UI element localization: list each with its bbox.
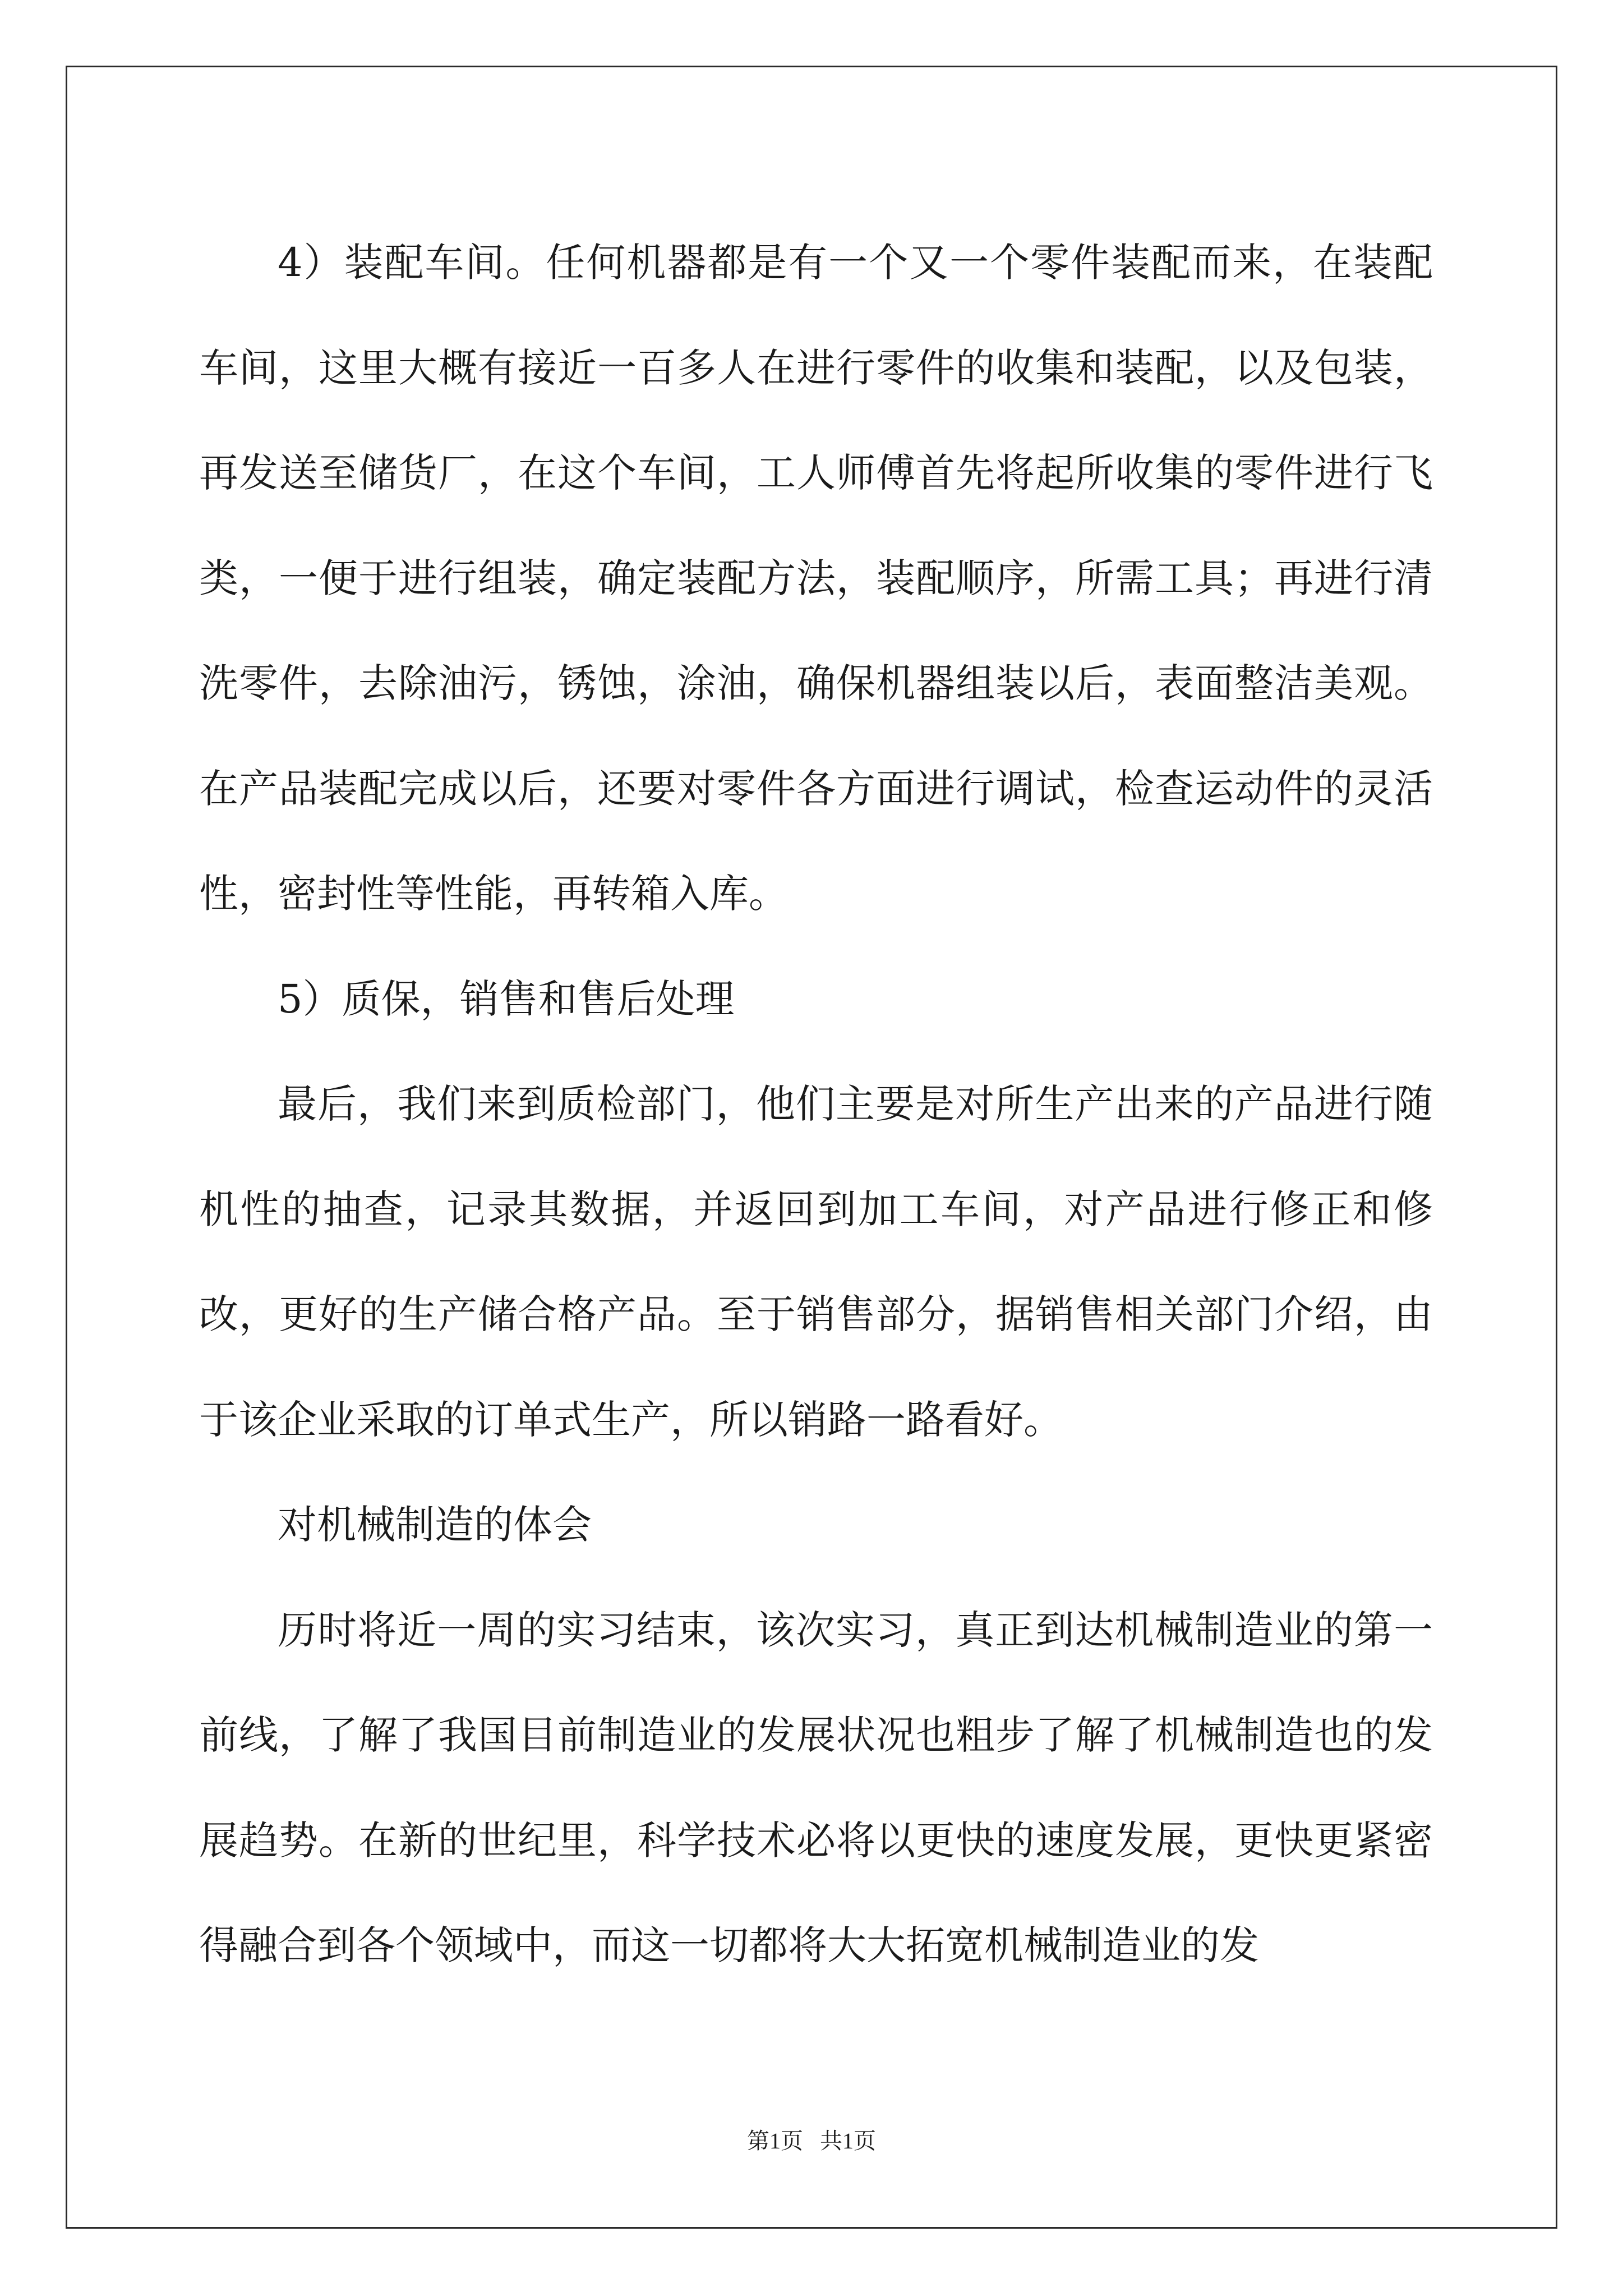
- page-footer: 第1页 共1页: [747, 2128, 876, 2154]
- paragraph-assembly-workshop: 4）装配车间。任何机器都是有一个又一个零件装配而来，在装配车间，这里大概有接近一百多人在进行零件的收集和装配，以及包装，再发送至储货厂，在这个车间，工人师傅首先将起所收集的零件进行飞类，一便于进行组装，确定装配方法，装配顺序，所需工具；再进行清洗零件，去除油污，锈蚀，涂油，确保机器组装以后，表面整洁美观。在产品装配完成以后，还要对零件各方面进行调试，检查运动件的灵活性，密封性等性能，再转箱入库。: [199, 240, 1433, 917]
- heading-reflections: 对机械制造的体会: [278, 1502, 592, 1548]
- paragraph-reflections: 历时将近一周的实习结束，该次实习，真正到达机械制造业的第一前线，了解了我国目前制造业的发展状况也粗步了解了机械制造也的发展趋势。在新的世纪里，科学技术必将以更快的速度发展，更快更紧密得融合到各个领域中，而这一切都将大大拓宽机械制造业的发: [199, 1607, 1433, 1968]
- heading-quality-sales: 5）质保，销售和售后处理: [278, 976, 735, 1022]
- paragraph-quality-inspection: 最后，我们来到质检部门，他们主要是对所生产出来的产品进行随机性的抽查，记录其数据，并返回到加工车间，对产品进行修正和修改，更好的生产储合格产品。至于销售部分，据销售相关部门介绍，由于该企业采取的订单式生产，所以销路一路看好。: [199, 1081, 1433, 1443]
- document-body: [199, 210, 1433, 1999]
